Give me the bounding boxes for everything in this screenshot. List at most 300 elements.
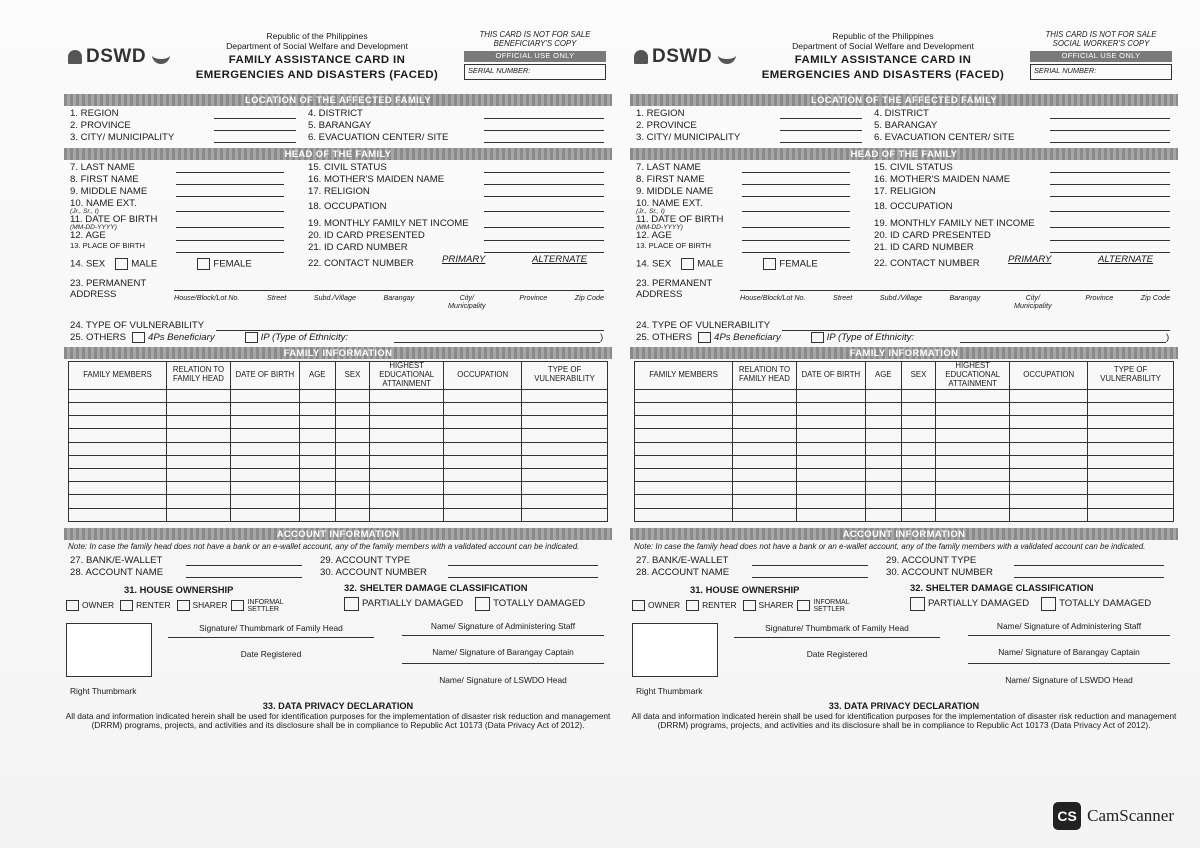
family-cell[interactable] [635,429,733,442]
family-cell[interactable] [230,508,299,521]
family-cell[interactable] [370,389,444,402]
family-cell[interactable] [796,429,865,442]
renter-checkbox[interactable] [686,600,699,611]
family-cell[interactable] [230,455,299,468]
family-cell[interactable] [865,416,901,429]
family-table [634,361,1174,522]
ip-checkbox[interactable] [811,332,824,343]
family-cell[interactable] [1010,455,1088,468]
family-cell[interactable] [522,455,608,468]
family-cell[interactable] [796,508,865,521]
middle-name-field[interactable] [742,196,850,197]
permanent-label: 23. PERMANENT [70,278,147,289]
family-cell[interactable] [1088,482,1174,495]
district-field[interactable] [484,118,604,119]
family-cell[interactable] [865,389,901,402]
age-field[interactable] [176,240,284,241]
family-cell[interactable] [444,482,522,495]
family-cell[interactable] [444,416,522,429]
family-cell[interactable] [1088,442,1174,455]
family-cell[interactable] [167,455,231,468]
dob-field[interactable] [742,227,850,228]
family-cell[interactable] [230,403,299,416]
family-cell[interactable] [370,429,444,442]
family-cell[interactable] [936,416,1010,429]
family-cell[interactable] [167,482,231,495]
family-cell[interactable] [1010,508,1088,521]
family-cell[interactable] [635,389,733,402]
family-cell[interactable] [335,429,369,442]
logo-text: DSWD [86,46,147,67]
vulnerability-field[interactable] [216,330,604,331]
primary-contact-field[interactable]: PRIMARY [1008,254,1052,265]
middle-name-field[interactable] [176,196,284,197]
fourps-checkbox[interactable] [132,332,145,343]
partial-checkbox[interactable] [910,597,925,611]
renter-checkbox[interactable] [120,600,133,611]
informal-checkbox[interactable] [797,600,810,611]
family-cell[interactable] [444,468,522,481]
family-cell[interactable] [444,455,522,468]
family-cell[interactable] [865,482,901,495]
alternate-contact-field[interactable]: ALTERNATE [1098,254,1154,265]
family-cell[interactable] [522,416,608,429]
region-field[interactable] [780,118,862,119]
family-cell[interactable] [230,389,299,402]
family-cell[interactable] [796,403,865,416]
beneficiary-copy-card [64,28,612,780]
family-cell[interactable] [230,442,299,455]
family-cell[interactable] [1088,508,1174,521]
place-birth-field[interactable] [176,252,284,253]
family-cell[interactable] [522,508,608,521]
family-cell[interactable] [370,482,444,495]
id-number-field[interactable] [484,252,604,253]
family-cell[interactable] [444,429,522,442]
family-cell[interactable] [1010,416,1088,429]
family-cell[interactable] [1010,429,1088,442]
family-cell[interactable] [733,495,797,508]
family-cell[interactable] [796,482,865,495]
family-cell[interactable] [299,495,335,508]
name-ext-label: 10. NAME EXT. [70,198,137,209]
barangay-label: 5. BARANGAY [874,120,938,131]
evacuation-field[interactable] [484,142,604,143]
location-section-bar: LOCATION OF THE AFFECTED FAMILY [64,94,612,106]
account-type-field[interactable] [1014,565,1164,566]
family-cell[interactable] [522,495,608,508]
address-field[interactable] [740,290,1170,291]
barangay-captain-line[interactable] [968,663,1170,665]
family-cell[interactable] [335,482,369,495]
civil-status-field[interactable] [484,172,604,173]
sharer-checkbox[interactable] [743,600,756,611]
alternate-contact-field[interactable]: ALTERNATE [532,254,588,265]
account-number-field[interactable] [448,577,598,578]
owner-checkbox[interactable] [632,600,645,611]
family-cell[interactable] [335,403,369,416]
card-title-line2: EMERGENCIES AND DISASTERS (FACED) [761,68,1005,81]
family-cell[interactable] [1010,482,1088,495]
family-cell[interactable] [299,508,335,521]
family-cell[interactable] [1088,416,1174,429]
family-cell[interactable] [936,482,1010,495]
family-cell[interactable] [299,455,335,468]
bank-field[interactable] [186,565,302,566]
family-cell[interactable] [635,403,733,416]
family-cell[interactable] [865,468,901,481]
date-registered-label: Date Registered [806,648,868,659]
family-cell[interactable] [865,508,901,521]
address-parts [174,294,604,311]
family-cell[interactable] [901,429,935,442]
family-head-signature-label: Signature/ Thumbmark of Family Head [199,622,343,633]
account-fields [630,555,1178,579]
family-cell[interactable] [167,468,231,481]
city-label: 3. CITY/ MUNICIPALITY [636,132,741,143]
family-cell[interactable] [522,468,608,481]
family-cell[interactable] [522,442,608,455]
mothers-maiden-field[interactable] [1050,184,1170,185]
family-cell[interactable] [335,508,369,521]
family-cell[interactable] [299,429,335,442]
thumbmark-box[interactable] [632,623,718,677]
family-cell[interactable] [865,403,901,416]
privacy-title: 33. DATA PRIVACY DECLARATION [262,700,414,711]
others-label: 25. OTHERS [636,332,692,344]
family-cell[interactable] [635,508,733,521]
family-cell[interactable] [733,416,797,429]
ethnicity-field[interactable] [960,342,1166,343]
family-cell[interactable] [796,389,865,402]
female-checkbox[interactable] [197,258,210,270]
male-checkbox[interactable] [681,258,694,270]
name-ext-note: (Jr., Sr., I) [70,208,99,216]
family-cell[interactable] [936,403,1010,416]
family-cell[interactable] [335,468,369,481]
dob-label: 11. DATE OF BIRTH [636,214,724,225]
family-cell[interactable] [370,508,444,521]
family-cell[interactable] [230,416,299,429]
family-cell[interactable] [865,442,901,455]
evacuation-label: 6. EVACUATION CENTER/ SITE [874,132,1015,143]
admin-staff-line[interactable] [968,635,1170,637]
family-cell[interactable] [865,495,901,508]
family-cell[interactable] [936,442,1010,455]
family-cell[interactable] [444,403,522,416]
fourps-checkbox[interactable] [698,332,711,343]
address-row [64,278,612,320]
family-member-row [635,495,1174,508]
family-cell[interactable] [733,442,797,455]
place-birth-field[interactable] [742,252,850,253]
address-part-label: Zip Code [574,293,604,302]
family-cell[interactable] [69,495,167,508]
family-cell[interactable] [901,495,935,508]
family-cell[interactable] [230,495,299,508]
account-section-bar: ACCOUNT INFORMATION [630,528,1178,540]
family-cell[interactable] [444,442,522,455]
family-cell[interactable] [901,389,935,402]
family-cell[interactable] [865,455,901,468]
family-cell[interactable] [522,403,608,416]
family-member-row [69,455,608,468]
district-label: 4. DISTRICT [874,108,929,119]
account-type-field[interactable] [448,565,598,566]
family-cell[interactable] [335,442,369,455]
ethnicity-field[interactable] [394,342,600,343]
family-member-row [69,416,608,429]
family-cell[interactable] [635,495,733,508]
city-field[interactable] [214,142,296,143]
family-cell[interactable] [370,468,444,481]
monthly-income-field[interactable] [484,227,604,228]
family-cell[interactable] [69,389,167,402]
family-cell[interactable] [1088,429,1174,442]
family-cell[interactable] [635,416,733,429]
privacy-declaration [64,701,612,731]
address-part-label: City/ Municipality [448,293,486,311]
informal-checkbox[interactable] [231,600,244,611]
family-cell[interactable] [901,442,935,455]
barangay-field[interactable] [1050,130,1170,131]
religion-field[interactable] [484,196,604,197]
bank-field[interactable] [752,565,868,566]
partial-label: PARTIALLY DAMAGED [362,598,464,610]
serial-number-field[interactable] [464,64,606,80]
family-cell[interactable] [522,482,608,495]
account-name-field[interactable] [752,577,868,578]
informal-label: INFORMAL SETTLER [247,598,284,613]
family-cell[interactable] [901,482,935,495]
family-cell[interactable] [796,416,865,429]
family-cell[interactable] [901,508,935,521]
family-cell[interactable] [167,403,231,416]
family-cell[interactable] [733,403,797,416]
family-cell[interactable] [335,389,369,402]
family-cell[interactable] [299,416,335,429]
serial-number-field[interactable] [1030,64,1172,80]
family-cell[interactable] [796,442,865,455]
family-cell[interactable] [299,403,335,416]
address-part-label: House/Block/Lot No. [740,293,806,302]
family-cell[interactable] [69,416,167,429]
family-head-signature-line[interactable] [734,637,940,639]
family-cell[interactable] [444,495,522,508]
total-checkbox[interactable] [475,597,490,611]
last-name-field[interactable] [176,172,284,173]
admin-staff-line[interactable] [402,635,604,637]
family-cell[interactable] [901,468,935,481]
family-cell[interactable] [901,455,935,468]
religion-field[interactable] [1050,196,1170,197]
district-field[interactable] [1050,118,1170,119]
family-cell[interactable] [733,482,797,495]
account-section-bar: ACCOUNT INFORMATION [64,528,612,540]
primary-contact-field[interactable]: PRIMARY [442,254,486,265]
family-cell[interactable] [230,429,299,442]
family-cell[interactable] [370,495,444,508]
renter-label: RENTER [702,600,737,611]
family-cell[interactable] [1010,495,1088,508]
total-checkbox[interactable] [1041,597,1056,611]
family-cell[interactable] [299,442,335,455]
family-cell[interactable] [733,508,797,521]
family-cell[interactable] [1010,403,1088,416]
family-cell[interactable] [167,429,231,442]
family-cell[interactable] [167,389,231,402]
copy-label: SOCIAL WORKER'S COPY [1052,38,1150,48]
family-cell[interactable] [444,389,522,402]
family-cell[interactable] [1088,389,1174,402]
civil-status-field[interactable] [1050,172,1170,173]
account-number-label: 30. ACCOUNT NUMBER [886,566,993,578]
id-presented-field[interactable] [1050,240,1170,241]
thumbmark-box[interactable] [66,623,152,677]
ip-checkbox[interactable] [245,332,258,343]
family-cell[interactable] [522,429,608,442]
id-presented-field[interactable] [484,240,604,241]
family-cell[interactable] [865,429,901,442]
family-column-header: FAMILY MEMBERS [635,362,733,390]
ownership-shelter-row [630,583,1178,617]
family-column-header: TYPE OF VULNERABILITY [1088,362,1174,390]
dob-field[interactable] [176,227,284,228]
family-cell[interactable] [167,495,231,508]
family-cell[interactable] [1088,495,1174,508]
family-cell[interactable] [796,455,865,468]
family-cell[interactable] [733,389,797,402]
family-cell[interactable] [370,403,444,416]
family-cell[interactable] [69,403,167,416]
age-label: 12. AGE [70,230,106,241]
family-cell[interactable] [1088,403,1174,416]
family-cell[interactable] [299,468,335,481]
family-member-row [69,429,608,442]
family-cell[interactable] [335,495,369,508]
family-cell[interactable] [936,468,1010,481]
family-cell[interactable] [635,455,733,468]
family-cell[interactable] [444,508,522,521]
barangay-label: 5. BARANGAY [308,120,372,131]
sharer-label: SHARER [192,600,228,611]
vulnerability-field[interactable] [782,330,1170,331]
last-name-field[interactable] [742,172,850,173]
occupation-field[interactable] [1050,211,1170,212]
family-cell[interactable] [635,468,733,481]
family-cell[interactable] [936,495,1010,508]
family-cell[interactable] [796,495,865,508]
family-cell[interactable] [936,455,1010,468]
family-cell[interactable] [635,482,733,495]
family-cell[interactable] [1088,468,1174,481]
family-cell[interactable] [69,468,167,481]
social-worker-copy-card [630,28,1178,780]
family-cell[interactable] [370,442,444,455]
address-label: ADDRESS [70,289,117,301]
family-cell[interactable] [936,389,1010,402]
name-ext-label: 10. NAME EXT. [636,198,703,209]
logo-text: DSWD [652,46,713,67]
family-cell[interactable] [299,389,335,402]
address-part-label: Barangay [949,293,981,302]
family-cell[interactable] [936,508,1010,521]
family-cell[interactable] [69,508,167,521]
family-cell[interactable] [522,389,608,402]
first-name-field[interactable] [176,184,284,185]
family-cell[interactable] [69,455,167,468]
family-cell[interactable] [230,468,299,481]
copy-label: BENEFICIARY'S COPY [493,38,577,48]
address-field[interactable] [174,290,604,291]
family-cell[interactable] [69,482,167,495]
family-cell[interactable] [635,442,733,455]
family-cell[interactable] [901,403,935,416]
province-field[interactable] [214,130,296,131]
family-cell[interactable] [69,442,167,455]
family-cell[interactable] [733,429,797,442]
family-column-header: TYPE OF VULNERABILITY [522,362,608,390]
name-ext-field[interactable] [742,211,850,212]
family-cell[interactable] [167,442,231,455]
owner-checkbox[interactable] [66,600,79,611]
female-checkbox[interactable] [763,258,776,270]
sharer-checkbox[interactable] [177,600,190,611]
family-cell[interactable] [167,416,231,429]
family-cell[interactable] [230,482,299,495]
city-field[interactable] [780,142,862,143]
sex-label: 14. SEX [70,258,106,270]
family-cell[interactable] [901,416,935,429]
family-cell[interactable] [733,468,797,481]
family-cell[interactable] [299,482,335,495]
id-number-field[interactable] [1050,252,1170,253]
barangay-captain-line[interactable] [402,663,604,665]
family-cell[interactable] [1010,468,1088,481]
family-cell[interactable] [796,468,865,481]
mothers-maiden-label: 16. MOTHER'S MAIDEN NAME [874,174,1011,185]
family-cell[interactable] [370,416,444,429]
barangay-field[interactable] [484,130,604,131]
monthly-income-field[interactable] [1050,227,1170,228]
family-cell[interactable] [370,455,444,468]
evacuation-field[interactable] [1050,142,1170,143]
family-head-signature-line[interactable] [168,637,374,639]
family-cell[interactable] [1088,455,1174,468]
account-name-field[interactable] [186,577,302,578]
name-ext-field[interactable] [176,211,284,212]
male-checkbox[interactable] [115,258,128,270]
family-cell[interactable] [1010,442,1088,455]
account-number-field[interactable] [1014,577,1164,578]
occupation-field[interactable] [484,211,604,212]
age-field[interactable] [742,240,850,241]
family-cell[interactable] [69,429,167,442]
family-cell[interactable] [733,455,797,468]
region-field[interactable] [214,118,296,119]
mothers-maiden-field[interactable] [484,184,604,185]
family-cell[interactable] [335,455,369,468]
account-fields [64,555,612,579]
family-cell[interactable] [936,429,1010,442]
family-cell[interactable] [167,508,231,521]
first-name-field[interactable] [742,184,850,185]
province-field[interactable] [780,130,862,131]
family-cell[interactable] [1010,389,1088,402]
family-member-row [635,482,1174,495]
partial-checkbox[interactable] [344,597,359,611]
family-cell[interactable] [335,416,369,429]
